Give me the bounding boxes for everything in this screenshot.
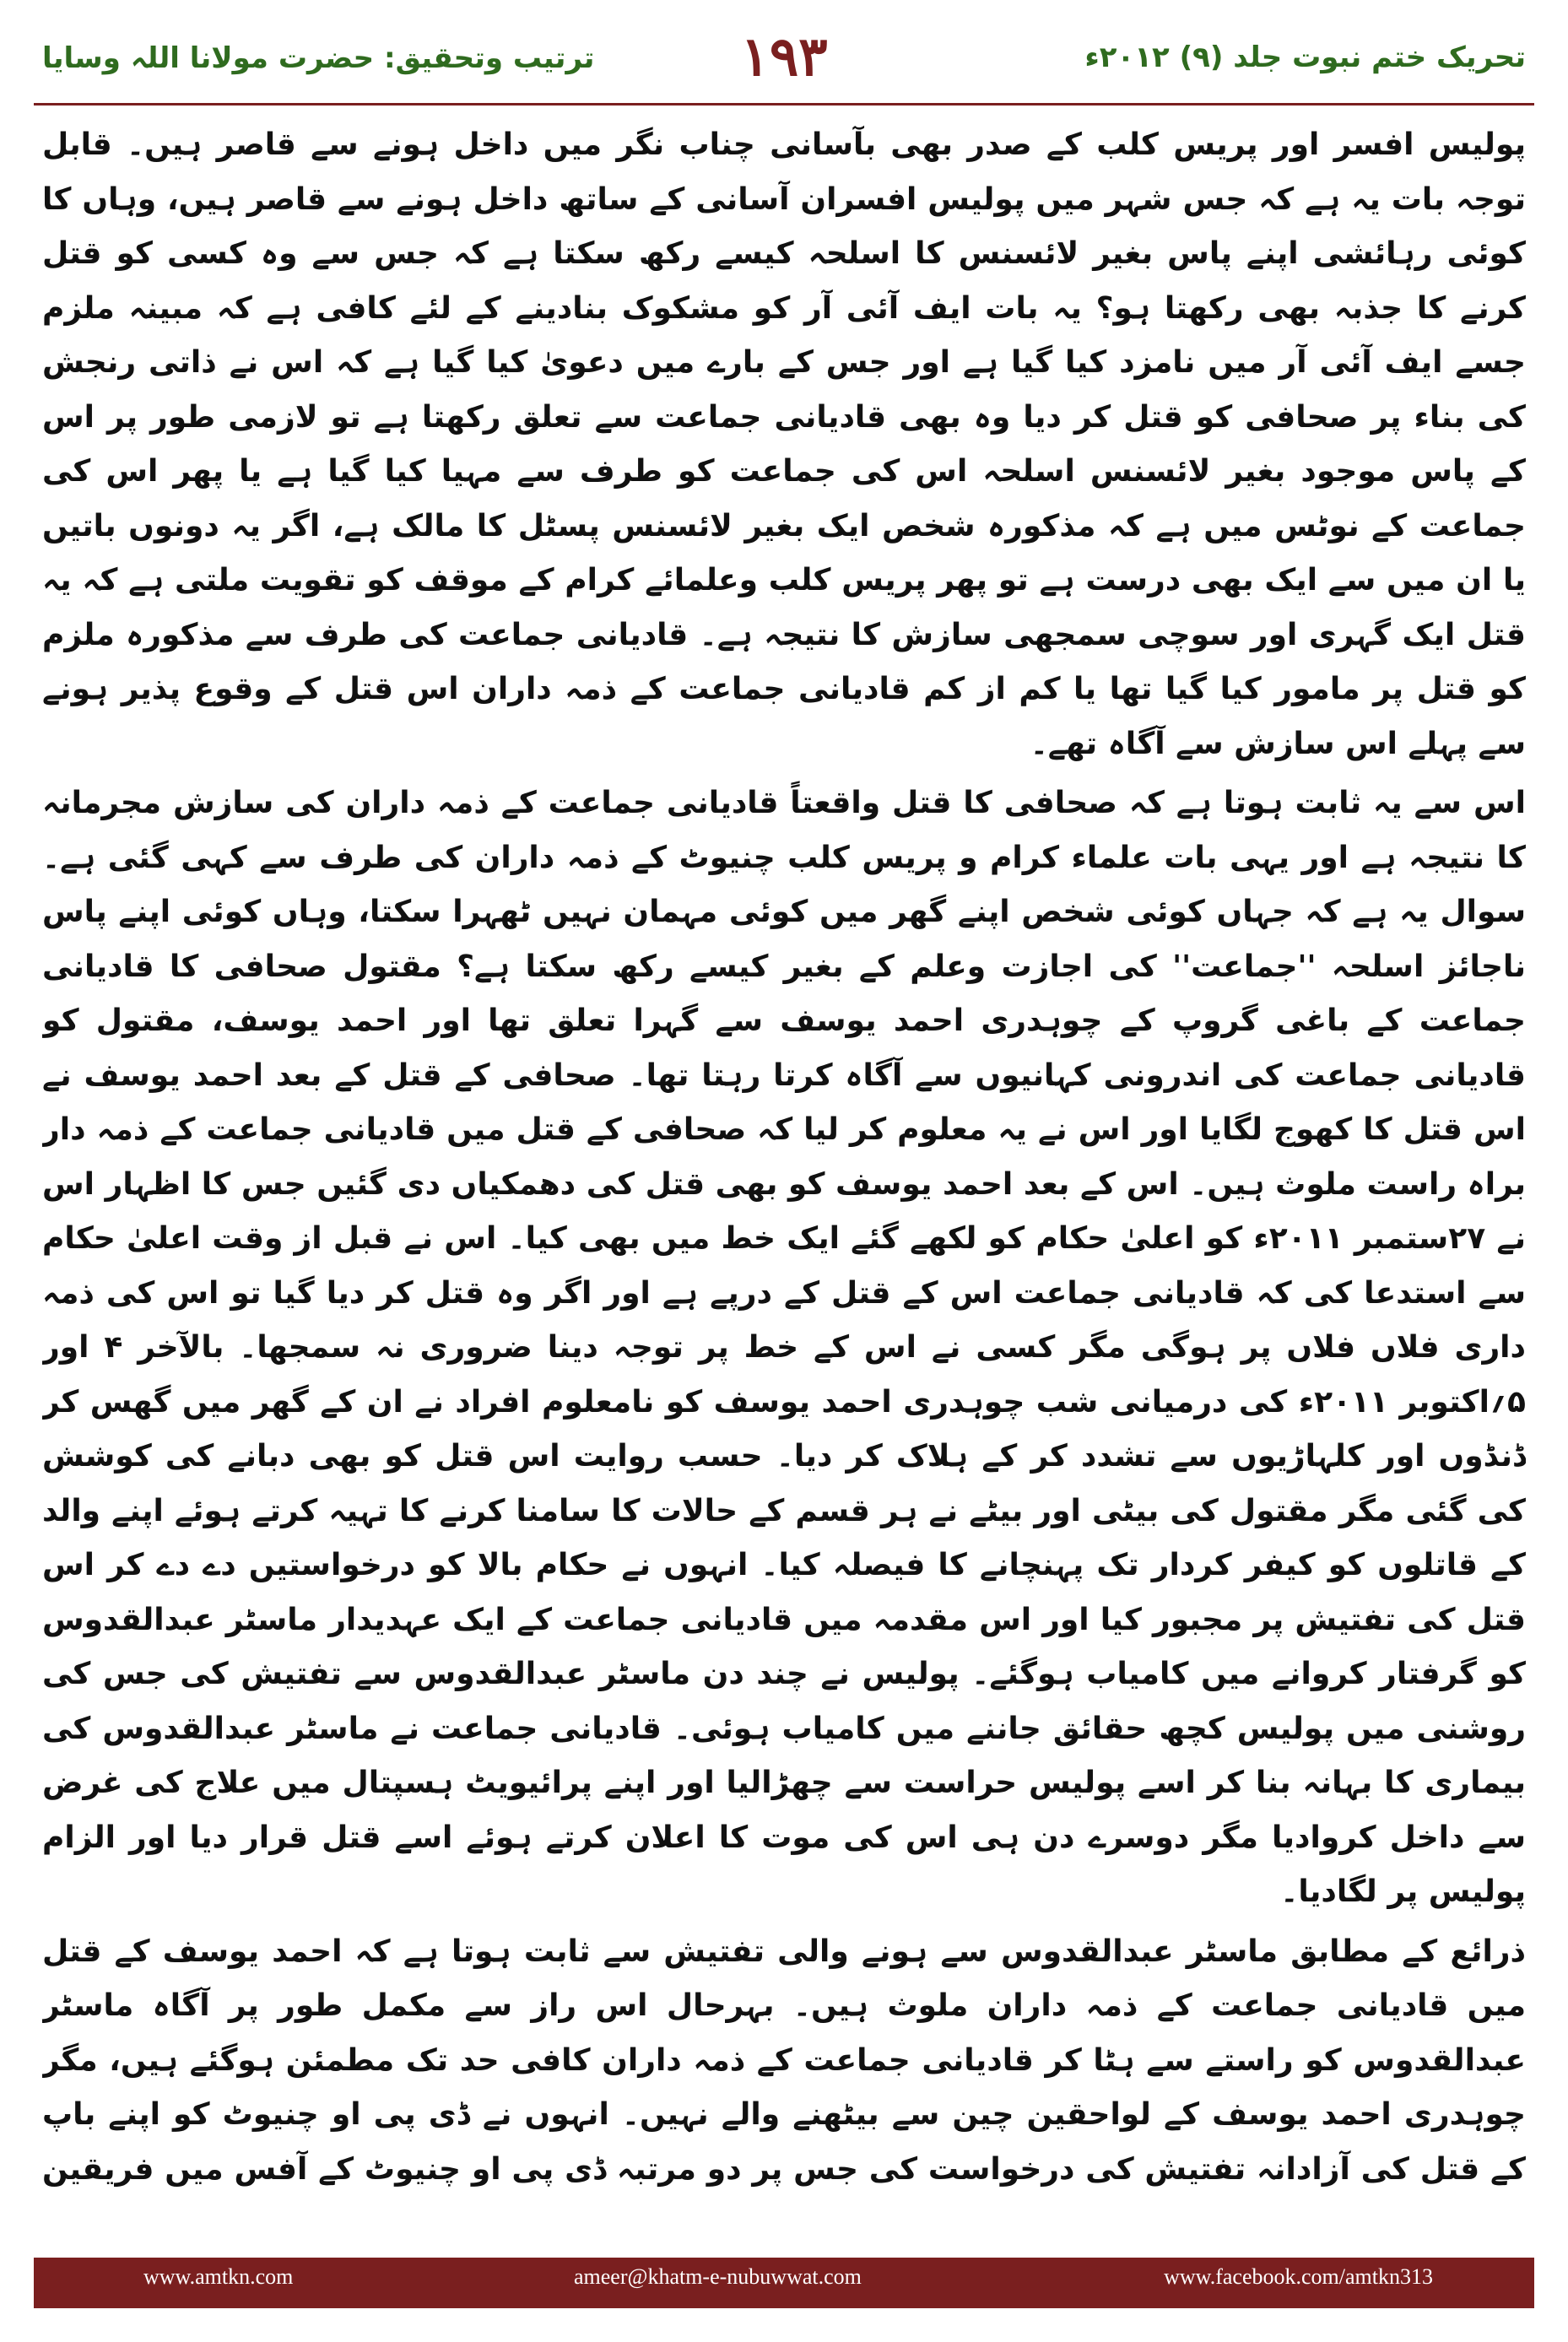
- article-body: [42, 118, 1526, 2194]
- paragraph-3: ذرائع کے مطابق ماسٹر عبدالقدوس سے ہونے والی تفتیش سے ثابت ہوتا ہے کہ احمد یوسف کے قتل میں قادیانی جماعت کے ذمہ داران ملوث ہیں۔ بہرحال اس راز سے مکمل طور پر آگاہ ماسٹر عبدالقدوس کو راستے سے ہٹا کر قادیانی جماعت کے ذمہ داران کافی حد تک مطمئن ہوگئے ہیں، مگر چوہدری احمد یوسف کے لواحقین چین سے بیٹھنے والے نہیں۔ انہوں نے ڈی پی او چنیوٹ کو اپنے باپ کے قتل کی آزادانہ تفتیش کی درخواست کی جس پر دو مرتبہ ڈی پی او چنیوٹ کے آفس میں فریقین: [42, 1934, 1526, 2187]
- page-footer: [34, 2258, 1534, 2308]
- website-link[interactable]: www.amtkn.com: [143, 2264, 294, 2289]
- page-number: ۱۹۳: [740, 25, 828, 89]
- facebook-link[interactable]: www.facebook.com/amtkn313: [1164, 2264, 1433, 2289]
- header-divider: [34, 103, 1534, 105]
- compiler-credit: ترتیب وتحقیق: حضرت مولانا اللہ وسایا: [42, 41, 595, 75]
- book-title: تحریک ختم نبوت جلد (۹) ۲۰۱۲ء: [1084, 41, 1526, 74]
- paragraph-1: پولیس افسر اور پریس کلب کے صدر بھی بآسانی چناب نگر میں داخل ہونے سے قاصر ہیں۔ قابل توجہ بات یہ ہے کہ جس شہر میں پولیس افسران آسانی کے ساتھ داخل ہونے سے قاصر ہیں، وہاں کا کوئی رہائشی اپنے پاس بغیر لائسنس کا اسلحہ کیسے رکھ سکتا ہے کہ جس سے وہ کسی کو قتل کرنے کا جذبہ بھی رکھتا ہو؟ یہ بات ایف آئی آر کو مشکوک بنادینے کے لئے کافی ہے کہ مبینہ ملزم جسے ایف آئی آر میں نامزد کیا گیا ہے اور جس کے بارے میں دعویٰ کیا گیا ہے کہ اس نے ذاتی رنجش کی بناء پر صحافی کو قتل کر دیا وہ بھی قادیانی جماعت سے تعلق رکھتا ہے تو لازمی طور پر اس کے پاس موجود بغیر لائسنس اسلحہ اس کی جماعت کو طرف سے مہیا کیا گیا ہے یا پھر اس کی جماعت کے نوٹس میں ہے کہ مذکورہ شخص ایک بغیر لائسنس پسٹل کا مالک ہے، اگر یہ دونوں باتیں یا ان میں سے ایک بھی درست ہے تو پھر پریس کلب وعلمائے کرام کے موقف کو تقویت ملتی ہے کہ یہ قتل ایک گہری اور سوچی سمجھی سازش کا نتیجہ ہے۔ قادیانی جماعت کی طرف سے مذکورہ ملزم کو قتل پر مامور کیا گیا تھا یا کم از کم قادیانی جماعت کے ذمہ داران اس قتل کے وقوع پذیر ہونے سے پہلے اس سازش سے آگاہ تھے۔: [42, 127, 1526, 761]
- page-header: [34, 25, 1534, 101]
- email-link[interactable]: ameer@khatm-e-nubuwwat.com: [574, 2264, 862, 2289]
- paragraph-2: اس سے یہ ثابت ہوتا ہے کہ صحافی کا قتل واقعتاً قادیانی جماعت کے ذمہ داران کی سازش مجرمانہ کا نتیجہ ہے اور یہی بات علماء کرام و پریس کلب چنیوٹ کے ذمہ داران کی طرف سے کہی گئی ہے۔ سوال یہ ہے کہ جہاں کوئی شخص اپنے گھر میں کوئی مہمان نہیں ٹھہرا سکتا، وہاں کوئی اپنے پاس ناجائز اسلحہ ''جماعت'' کی اجازت وعلم کے بغیر کیسے رکھ سکتا ہے؟ مقتول صحافی کا قادیانی جماعت کے باغی گروپ کے چوہدری احمد یوسف سے گہرا تعلق تھا اور احمد یوسف، مقتول کو قادیانی جماعت کی اندرونی کہانیوں سے آگاہ کرتا رہتا تھا۔ صحافی کے قتل کے بعد احمد یوسف نے اس قتل کا کھوج لگایا اور اس نے یہ معلوم کر لیا کہ صحافی کے قتل میں قادیانی جماعت کے ذمہ دار براہ راست ملوث ہیں۔ اس کے بعد احمد یوسف کو بھی قتل کی دھمکیاں دی گئیں جس کا اظہار اس نے ۲۷ستمبر ۲۰۱۱ء کو اعلیٰ حکام کو لکھے گئے ایک خط میں بھی کیا۔ اس نے قبل از وقت اعلیٰ حکام سے استدعا کی کہ قادیانی جماعت اس کے قتل کے درپے ہے اور اگر وہ قتل کر دیا گیا تو اس کی ذمہ داری فلاں فلاں پر ہوگی مگر کسی نے اس کے خط پر توجہ دینا ضروری نہ سمجھا۔ بالآخر ۴ اور ۵؍اکتوبر ۲۰۱۱ء کی درمیانی شب چوہدری احمد یوسف کو نامعلوم افراد نے ان کے گھر میں گھس کر ڈنڈوں اور کلہاڑیوں سے تشدد کر کے ہلاک کر دیا۔ حسب روایت اس قتل کو بھی دبانے کی کوشش کی گئی مگر مقتول کی بیٹی اور بیٹے نے ہر قسم کے حالات کا سامنا کرنے کا تہیہ کرتے ہوئے اپنے والد کے قاتلوں کو کیفر کردار تک پہنچانے کا فیصلہ کیا۔ انہوں نے حکام بالا کو درخواستیں دے دے کر اس قتل کی تفتیش پر مجبور کیا اور اس مقدمہ میں قادیانی جماعت کے ایک عہدیدار ماسٹر عبدالقدوس کو گرفتار کروانے میں کامیاب ہوگئے۔ پولیس نے چند دن ماسٹر عبدالقدوس سے تفتیش کی جس کی روشنی میں پولیس کچھ حقائق جاننے میں کامیاب ہوئی۔ قادیانی جماعت نے ماسٹر عبدالقدوس کی بیماری کا بہانہ بنا کر اسے پولیس حراست سے چھڑالیا اور اپنے پرائیویٹ ہسپتال میں علاج کی غرض سے داخل کروادیا مگر دوسرے دن ہی اس کی موت کا اعلان کرتے ہوئے اسے قتل قرار دیا اور الزام پولیس پر لگادیا۔: [42, 786, 1526, 1909]
